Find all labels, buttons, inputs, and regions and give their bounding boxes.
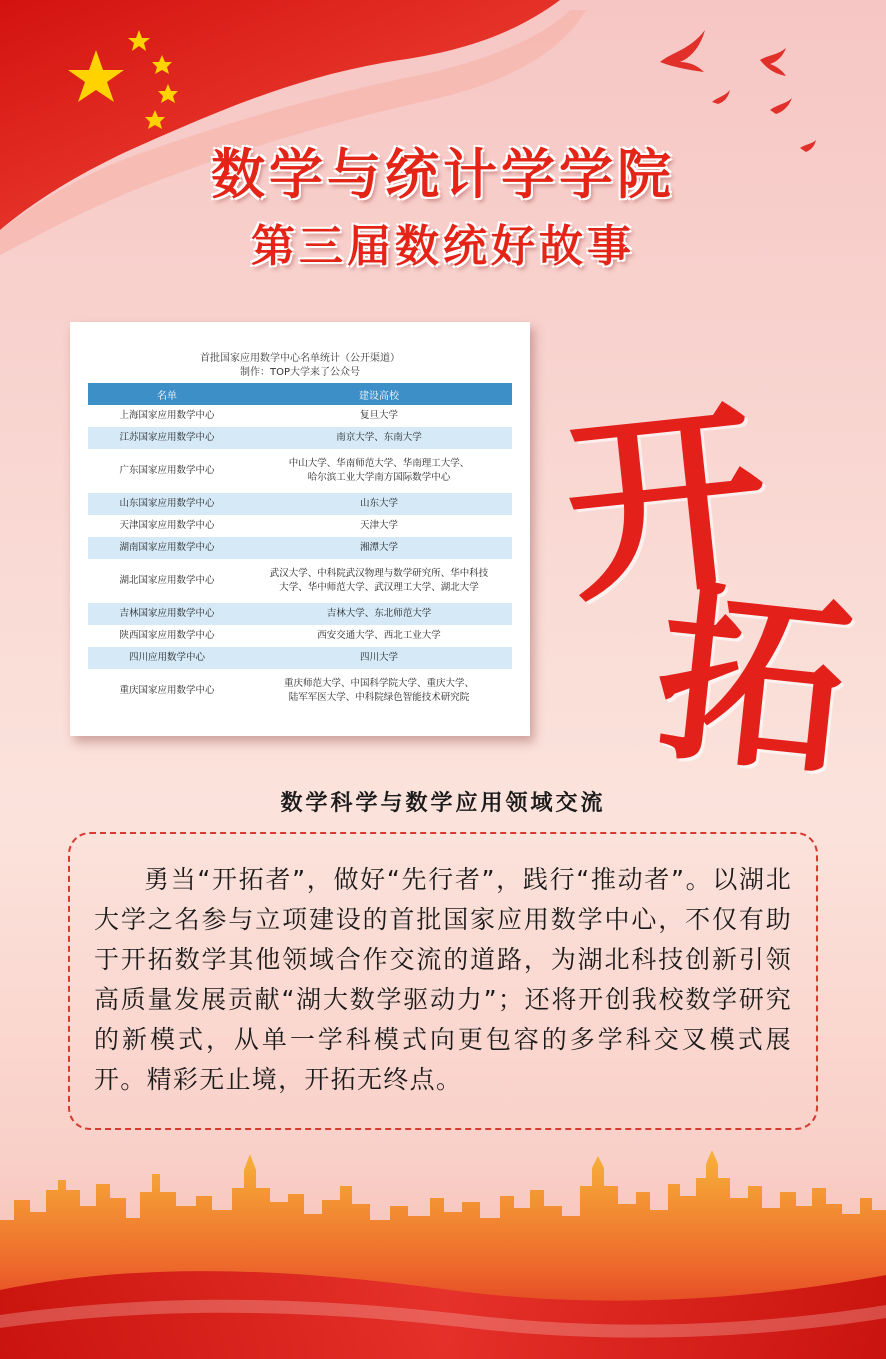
table-row — [88, 405, 512, 427]
table-row — [88, 515, 512, 537]
table-header-row — [88, 383, 512, 405]
table-row — [88, 493, 512, 515]
universities: 西安交通大学、西北工业大学 — [317, 630, 441, 641]
center-name: 上海国家应用数学中心 — [119, 410, 215, 421]
center-name: 陕西国家应用数学中心 — [119, 630, 215, 641]
center-name: 四川应用数学中心 — [128, 652, 205, 663]
universities-line: 重庆师范大学、中国科学院大学、重庆大学、 — [283, 678, 474, 689]
table-row — [88, 669, 512, 713]
table-header-name: 名单 — [157, 390, 177, 402]
universities — [246, 677, 512, 705]
universities — [246, 567, 512, 595]
statistics-table-card — [70, 322, 530, 736]
center-name: 重庆国家应用数学中心 — [119, 685, 215, 696]
universities-line: 哈尔滨工业大学南方国际数学中心 — [307, 472, 451, 483]
center-name: 江苏国家应用数学中心 — [119, 432, 215, 443]
universities: 四川大学 — [359, 652, 398, 663]
center-name: 广东国家应用数学中心 — [119, 465, 215, 476]
calligraphy-char-kai: 开 — [554, 377, 779, 632]
table-row — [88, 449, 512, 493]
body-paragraph: 勇当“开拓者”，做好“先行者”，践行“推动者”。以湖北大学之名参与立项建设的首批国家应用数学中心，不仅有助于开拓数学其他领域合作交流的道路，为湖北科技创新引领高质量发展贡献“湖大数学驱动力”；还将开创我校数学研究的新模式，从单一学科模式向更包容的多学科交叉模式展开。精彩无止境，开拓无终点。 — [94, 865, 792, 1094]
universities-line: 中山大学、华南师范大学、华南理工大学、 — [288, 458, 470, 469]
universities-line: 武汉大学、中科院武汉物理与数学研究所、华中科技 — [269, 568, 489, 579]
table-row — [88, 427, 512, 449]
center-name: 山东国家应用数学中心 — [119, 498, 215, 509]
center-name: 吉林国家应用数学中心 — [119, 608, 215, 619]
poster-subtitle: 第三届数统好故事 — [251, 221, 635, 272]
poster-title: 数学与统计学学院 — [211, 142, 675, 206]
table-row — [88, 537, 512, 559]
table-row — [88, 559, 512, 603]
table-row — [88, 625, 512, 647]
table-title: 首批国家应用数学中心名单统计（公开渠道） — [200, 353, 400, 364]
section-heading: 数学科学与数学应用领域交流 — [280, 791, 606, 816]
universities-line: 大学、华中师范大学、武汉理工大学、湖北大学 — [279, 582, 479, 593]
universities: 天津大学 — [359, 520, 398, 531]
universities-line: 陆军军医大学、中科院绿色智能技术研究院 — [288, 692, 470, 703]
center-name: 湖北国家应用数学中心 — [119, 575, 215, 586]
universities: 山东大学 — [359, 498, 398, 509]
city-skyline-decoration — [0, 1140, 886, 1359]
universities: 湘潭大学 — [359, 542, 398, 553]
center-name: 天津国家应用数学中心 — [119, 520, 215, 531]
table-subtitle: 制作：TOP大学来了公众号 — [239, 367, 360, 378]
universities: 南京大学、东南大学 — [336, 432, 422, 443]
universities — [246, 457, 512, 485]
universities: 吉林大学、东北师范大学 — [326, 608, 432, 619]
table-header-universities: 建设高校 — [359, 390, 399, 402]
body-text-box — [68, 832, 818, 1130]
table-row — [88, 603, 512, 625]
center-name: 湖南国家应用数学中心 — [119, 542, 215, 553]
universities: 复旦大学 — [359, 410, 398, 421]
calligraphy-char-tuo: 拓 — [647, 560, 860, 803]
table-row — [88, 647, 512, 669]
